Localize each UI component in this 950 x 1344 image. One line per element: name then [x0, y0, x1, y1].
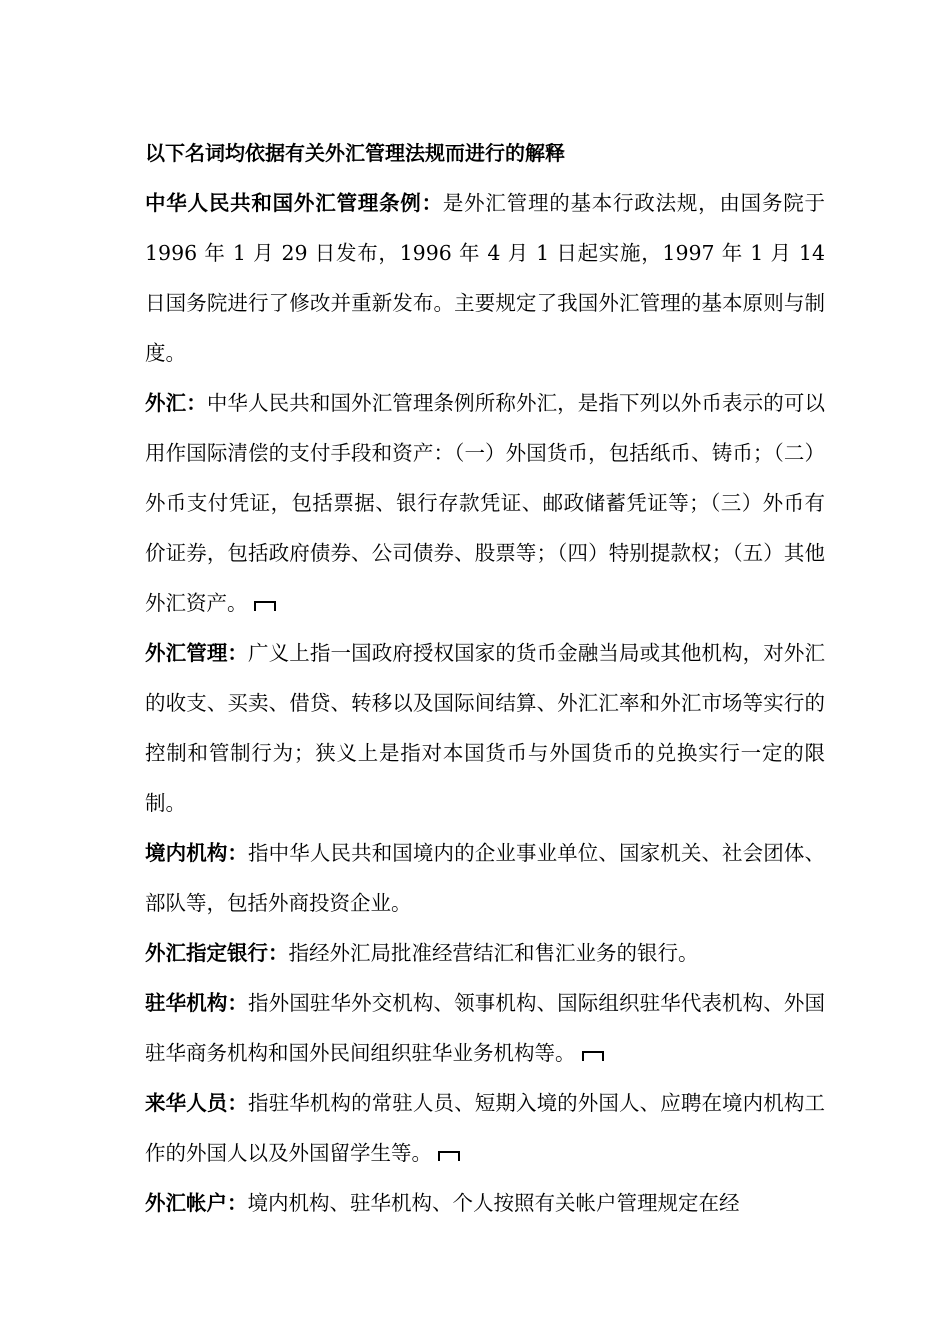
- definition-text: 中华人民共和国外汇管理条例所称外汇，是指下列以外币表示的可以用作国际清偿的支付手段和资产：（一）外国货币，包括纸币、铸币；（二）外币支付凭证，包括票据、银行存款凭证、邮政储蓄凭证等；（三）外币有价证券，包括政府债券、公司债券、股票等；（四）特别提款权；（五）其他外汇资产。: [145, 391, 825, 615]
- paragraph-mark-icon: [582, 1051, 604, 1061]
- definition-term: 驻华机构：: [145, 991, 249, 1015]
- definition-entry: [145, 378, 825, 628]
- definition-text: 指经外汇局批准经营结汇和售汇业务的银行。: [288, 941, 699, 965]
- definition-entry: [145, 178, 825, 378]
- definition-term: 境内机构：: [145, 841, 249, 865]
- definition-entry: [145, 928, 825, 978]
- definition-entry: [145, 828, 825, 928]
- definition-text: 广义上指一国政府授权国家的货币金融当局或其他机构，对外汇的收支、买卖、借贷、转移以及国际间结算、外汇汇率和外汇市场等实行的控制和管制行为；狭义上是指对本国货币与外国货币的兑换实行一定的限制。: [145, 641, 825, 815]
- definition-entry: [145, 1078, 825, 1178]
- document-heading: 以下名词均依据有关外汇管理法规而进行的解释: [145, 141, 565, 165]
- definition-term: 外汇：: [145, 391, 207, 415]
- definition-entry: [145, 1178, 825, 1228]
- definition-entry: [145, 628, 825, 828]
- definition-term: 来华人员：: [145, 1091, 249, 1115]
- definition-term: 外汇帐户：: [145, 1191, 248, 1215]
- document-page: [145, 128, 825, 1228]
- definition-text: 指中华人民共和国境内的企业事业单位、国家机关、社会团体、部队等，包括外商投资企业。: [145, 841, 825, 915]
- definition-term: 外汇管理：: [145, 641, 249, 665]
- paragraph-mark-icon: [254, 601, 276, 611]
- definition-text: 是外汇管理的基本行政法规，由国务院于 1996 年 1 月 29 日发布，1996 年 4 月 1 日起实施，1997 年 1 月 14 日国务院进行了修改并重新发布。主要规定了我国外汇管理的基本原则与制度。: [145, 191, 826, 365]
- definition-text: 指驻华机构的常驻人员、短期入境的外国人、应聘在境内机构工作的外国人以及外国留学生等。: [145, 1091, 825, 1165]
- definition-term: 中华人民共和国外汇管理条例：: [145, 191, 443, 215]
- definition-text: 指外国驻华外交机构、领事机构、国际组织驻华代表机构、外国驻华商务机构和国外民间组织驻华业务机构等。: [145, 991, 825, 1065]
- definition-text: 境内机构、驻华机构、个人按照有关帐户管理规定在经: [247, 1191, 740, 1215]
- definition-term: 外汇指定银行：: [145, 941, 289, 965]
- paragraph-mark-icon: [438, 1151, 460, 1161]
- definition-entry: [145, 978, 825, 1078]
